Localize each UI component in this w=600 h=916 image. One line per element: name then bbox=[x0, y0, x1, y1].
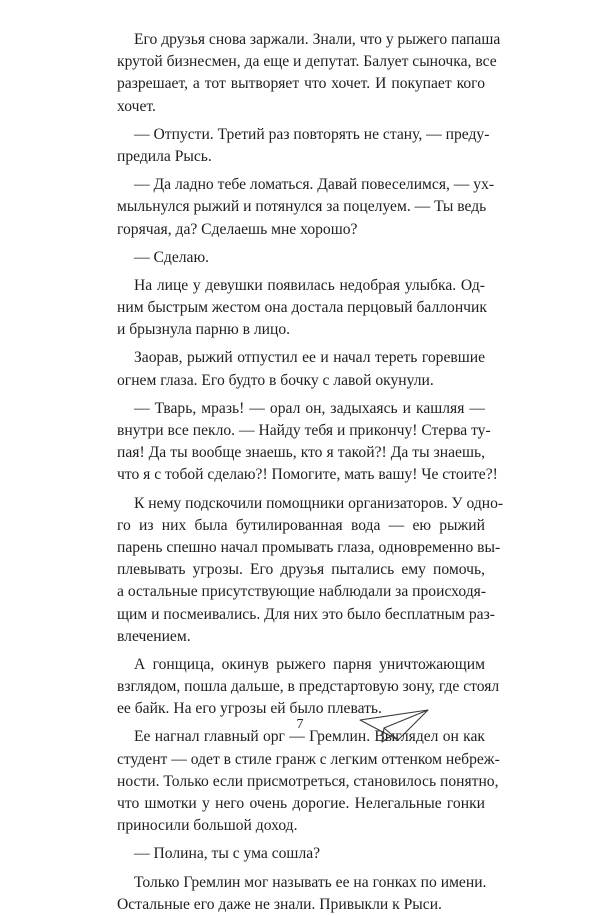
paragraph bbox=[117, 275, 485, 342]
text-line: приносили большой доход. bbox=[117, 817, 298, 835]
text-line: мыльнулся рыжий и потянулся за поцелуем. — Ты ведь bbox=[117, 198, 487, 216]
text-line: го из них была бутилированная вода — ею рыжий bbox=[117, 516, 485, 534]
text-line: влечением. bbox=[117, 627, 191, 645]
text-line: крутой бизнесмен, да еще и депутат. Балует сыночка, все bbox=[117, 53, 497, 71]
text-line: ности. Только если присмотреться, становилось понятно, bbox=[117, 772, 499, 790]
text-line: К нему подскочили помощники организаторов. У одно- bbox=[134, 494, 504, 512]
text-line: Его друзья снова заржали. Знали, что у рыжего папаша bbox=[134, 31, 501, 48]
paragraph bbox=[117, 493, 504, 648]
text-line: Только Гремлин мог называть ее на гонках по имени. bbox=[134, 873, 487, 891]
text-line: разрешает, а тот вытворяет что хочет. И покупает кого bbox=[117, 75, 485, 93]
text-line: ним быстрым жестом она достала перцовый баллончик bbox=[117, 299, 487, 317]
text-line: А гонщица, окинув рыжего парня уничтожающим bbox=[134, 655, 485, 673]
text-line: предила Рысь. bbox=[117, 147, 212, 165]
paragraph bbox=[117, 347, 485, 391]
page-number: 7 bbox=[296, 717, 304, 732]
text-line: что шмотки у него очень дорогие. Нелегальные гонки bbox=[117, 795, 485, 812]
paragraph bbox=[117, 872, 485, 916]
text-line: взглядом, пошла дальше, в предстартовую зону, где стоял bbox=[117, 678, 500, 696]
paragraph bbox=[117, 843, 485, 865]
text-line: что я с тобой сделаю?! Помогите, мать вашу! Че стоите?! bbox=[117, 466, 498, 484]
paragraph bbox=[117, 247, 485, 269]
text-line: парень спешно начал промывать глаза, одновременно вы- bbox=[117, 538, 501, 556]
text-line: а остальные присутствующие наблюдали за происходя- bbox=[117, 583, 487, 601]
text-line: щим и посмеивались. Для них это было бесплатным раз- bbox=[117, 605, 495, 623]
text-line: — Полина, ты с ума сошла? bbox=[134, 845, 321, 863]
body-text bbox=[117, 29, 504, 916]
text-line: Ее нагнал главный орг — Гремлин. Выглядел он как bbox=[134, 728, 485, 746]
paper-plane-icon bbox=[358, 706, 430, 746]
text-line: внутри все пекло. — Найду тебя и прикончу! Стерва ту- bbox=[117, 422, 491, 439]
paragraph bbox=[117, 398, 498, 487]
text-line: хочет. bbox=[117, 97, 156, 115]
text-line: студент — одет в стиле гранж с легким оттенком небреж- bbox=[117, 750, 500, 768]
text-line: и брызнула парню в лицо. bbox=[117, 321, 291, 339]
text-line: пая! Да ты вообще знаешь, кто я такой?! Да ты знаешь, bbox=[117, 444, 485, 462]
text-line: — Тварь, мразь! — орал он, задыхаясь и кашляя — bbox=[134, 399, 485, 417]
text-line: горячая, да? Сделаешь мне хорошо? bbox=[117, 220, 358, 238]
text-line: огнем глаза. Его будто в бочку с лавой окунули. bbox=[117, 371, 434, 389]
text-line: — Отпусти. Третий раз повторять не стану, — преду- bbox=[134, 125, 490, 143]
text-line: — Сделаю. bbox=[134, 248, 209, 266]
paragraph bbox=[117, 174, 495, 241]
text-line: ее байк. На его угрозы ей было плевать. bbox=[117, 700, 382, 718]
text-line: На лице у девушки появилась недобрая улыбка. Од- bbox=[134, 276, 485, 294]
paragraph bbox=[117, 29, 501, 118]
paragraph bbox=[117, 124, 490, 168]
text-line: Заорав, рыжий отпустил ее и начал тереть горевшие bbox=[134, 349, 485, 367]
text-line: — Да ладно тебе ломаться. Давай повеселимся, — ух- bbox=[134, 176, 495, 194]
text-line: Остальные его даже не знали. Привыкли к Рыси. bbox=[117, 895, 442, 913]
text-line: плевывать угрозы. Его друзья пытались ему помочь, bbox=[117, 561, 485, 579]
